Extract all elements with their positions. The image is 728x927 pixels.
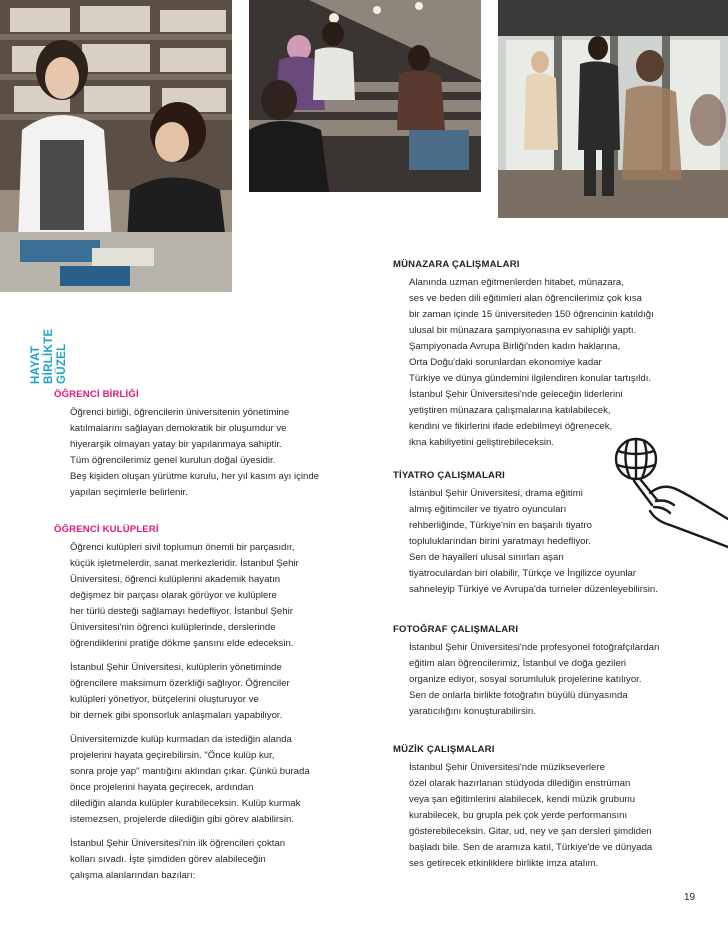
vertical-title-line-3: GÜZEL (56, 343, 68, 384)
section-heading: ÖĞRENCİ BİRLİĞİ (54, 389, 139, 400)
vertical-title (30, 318, 100, 384)
photo-students-walking (498, 0, 728, 218)
section-paragraph: İstanbul Şehir Üniversitesi, drama eğitimi almış eğitimciler ve tiyatro oyuncuları rehberliğinde, Türkiye'nin en başarılı tiyatro topluluklarından birini yaratmayı hedefliyor. Sen de hayalleri ulusal sınırları aşan tiyatroculardan biri olabilir, Türkçe ve İngilizce oyunlar sahneleyip Türkiye ve Avrupa'da turneler düzenleyebilirsin. (409, 488, 658, 595)
section-paragraph: Öğrenci kulüpleri sivil toplumun önemli bir parçasıdır, küçük işletmelerdir, sanat merkezleridir. İstanbul Şehir Üniversitesi, öğrenci kulüplerini akademik hayatın değişmez bir parçası olarak görüyor ve kulüplere her türlü desteği sağlamayı hedefliyor. İstanbul Şehir Üniversitesi'nin öğrenci kulüplerinde, derslerinde öğrendiklerini pratiğe dökme şansını elde edeceksin. (70, 542, 299, 649)
section-heading: FOTOĞRAF ÇALIŞMALARI (393, 624, 519, 635)
section-heading: ÖĞRENCİ KULÜPLERİ (54, 524, 159, 535)
section-heading: MÜNAZARA ÇALIŞMALARI (393, 259, 520, 270)
section-ogrenci-kulupleri (54, 524, 374, 884)
section-paragraph: İstanbul Şehir Üniversitesi, kulüplerin yönetiminde öğrencilere maksimum özerkliği sağlıyor. Öğrenciler kulüpleri yönetiyor, bütçelerini oluşturuyor ve bir dernek gibi sponsorluk anlaşmaları yapabiliyor. (70, 662, 290, 721)
page-number: 19 (684, 892, 696, 903)
section-paragraph: Öğrenci birliği, öğrencilerin üniversitenin yönetimine katılmalarını sağlayan demokratik bir oluşumdur ve hiyerarşik olmayan yatay bir yapılanmaya sahiptir. Tüm öğrencilerimiz genel kurulun doğal üyesidir. Beş kişiden oluşan yürütme kurulu, her yıl kasım ayı içinde yapılan seçimlerle belirlenir. (70, 407, 320, 498)
microphone-in-hand-icon (606, 435, 728, 555)
vertical-title-line-1: HAYAT (30, 345, 42, 384)
section-munazara (393, 259, 723, 451)
section-ogrenci-birligi (54, 389, 374, 501)
photo-students-library (0, 0, 232, 292)
section-muzik (393, 744, 723, 872)
section-paragraph: İstanbul Şehir Üniversitesi'nin ilk öğrencileri çoktan kolları sıvadı. İşte şimdiden görev alabileceğin çalışma alanlarından bazıları: (70, 838, 286, 881)
section-heading: TİYATRO ÇALIŞMALARI (393, 470, 505, 481)
section-paragraph: İstanbul Şehir Üniversitesi'nde müzikseverlere özel olarak hazırlanan stüdyoda dilediğin enstrüman veya şan eğitimlerini alabilecek, kendi müzik grubunu kurabilecek, bu grupla pek çok yerde performansını gösterebileceksin. Gitar, ud, ney ve şan dersleri şimdiden başladı bile. Sen de aramıza katıl, Türkiye'de ve dünyada ses getirecek etkinliklere birlikte imza atalım. (409, 762, 653, 869)
section-paragraph: İstanbul Şehir Üniversitesi'nde profesyonel fotoğrafçılardan eğitim alan öğrencilerimiz, İstanbul ve doğa gezileri organize ediyor, sosyal sorumluluk projelerine katılıyor. Sen de onlarla birlikte fotoğrafın büyülü dünyasında yaratıcılığını konuşturabilirsin. (409, 642, 660, 717)
section-paragraph: Üniversitemizde kulüp kurmadan da istediğin alanda projelerini hayata geçirebilirsin. "Önce kulüp kur, sonra proje yap" mantığını aklından çıkar. Çünkü burada önce projelerini hayata geçirecek, ardından dilediğin alanda kulüpler kurabileceksin. Kulüp kurmak istemezsen, projelerde dilediğin gibi görev alabilirsin. (70, 734, 310, 825)
section-paragraph: Alanında uzman eğitmenlerden hitabet, münazara, ses ve beden dili eğitimleri alan öğrencilerimiz çok kısa bir zaman içinde 15 üniversiteden 150 öğrencinin katıldığı ulusal bir münazara şampiyonasına ev sahipliği yaptı. Şampiyonada Avrupa Birliği'nden kadın haklarına, Orta Doğu'daki sorunlardan ekonomiye kadar Türkiye ve dünya gündemini ilgilendiren konular tartışıldı. İstanbul Şehir Üniversitesi'nde geleceğin liderlerini yetiştiren münazara çalışmalarına katılabilecek, kendini ve fikirlerini ifade edebilmeyi öğrenecek, ikna kabiliyetini geliştirebileceksin. (409, 277, 654, 448)
section-heading: MÜZİK ÇALIŞMALARI (393, 744, 495, 755)
vertical-title-line-2: BİRLİKTE (43, 328, 55, 384)
section-fotograf (393, 624, 723, 720)
photo-students-stairs (249, 0, 481, 192)
